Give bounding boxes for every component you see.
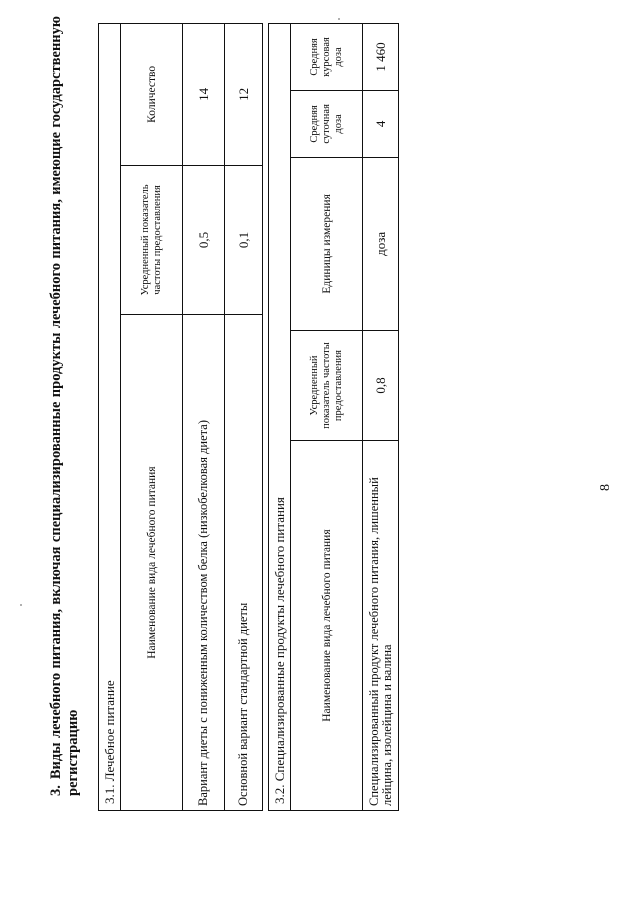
header-quantity: Количество	[121, 24, 183, 166]
row-course-dose: 1 460	[363, 24, 399, 91]
specialized-products-table	[268, 23, 399, 811]
section-title: Виды лечебного питания, включая специализированные продукты лечебного питания, имеющие государственную регистрацию	[48, 16, 81, 796]
table-row	[225, 24, 263, 811]
therapeutic-nutrition-table	[98, 23, 263, 811]
section-number: 3.	[48, 785, 64, 796]
scan-dot	[338, 18, 340, 20]
row-name: Специализированный продукт лечебного питания, лишенный лейцина, изолейцина и валина	[363, 441, 399, 811]
header-frequency: Усредненный показатель частоты предоставления	[121, 165, 183, 315]
row-name: Вариант диеты с пониженным количеством белка (низкобелковая диета)	[183, 315, 225, 811]
header-course-dose: Средняя курсовая доза	[291, 24, 363, 91]
row-frequency: 0,1	[225, 165, 263, 315]
section-heading	[48, 16, 82, 796]
header-unit: Единицы измерения	[291, 157, 363, 330]
header-frequency: Усредненный показатель частоты предоставления	[291, 330, 363, 440]
table-caption: 3.2. Специализированные продукты лечебного питания	[269, 24, 291, 811]
row-frequency: 0,8	[363, 330, 399, 440]
row-daily-dose: 4	[363, 90, 399, 157]
row-quantity: 12	[225, 24, 263, 166]
table-row	[363, 24, 399, 811]
page-number: 8	[598, 484, 613, 491]
table-caption: 3.1. Лечебное питание	[99, 24, 121, 811]
scan-dot	[20, 604, 22, 606]
header-daily-dose: Средняя суточная доза	[291, 90, 363, 157]
row-quantity: 14	[183, 24, 225, 166]
header-name: Наименование вида лечебного питания	[121, 315, 183, 811]
row-name: Основной вариант стандартной диеты	[225, 315, 263, 811]
header-name: Наименование вида лечебного питания	[291, 441, 363, 811]
row-frequency: 0,5	[183, 165, 225, 315]
table-row	[183, 24, 225, 811]
row-unit: доза	[363, 157, 399, 330]
